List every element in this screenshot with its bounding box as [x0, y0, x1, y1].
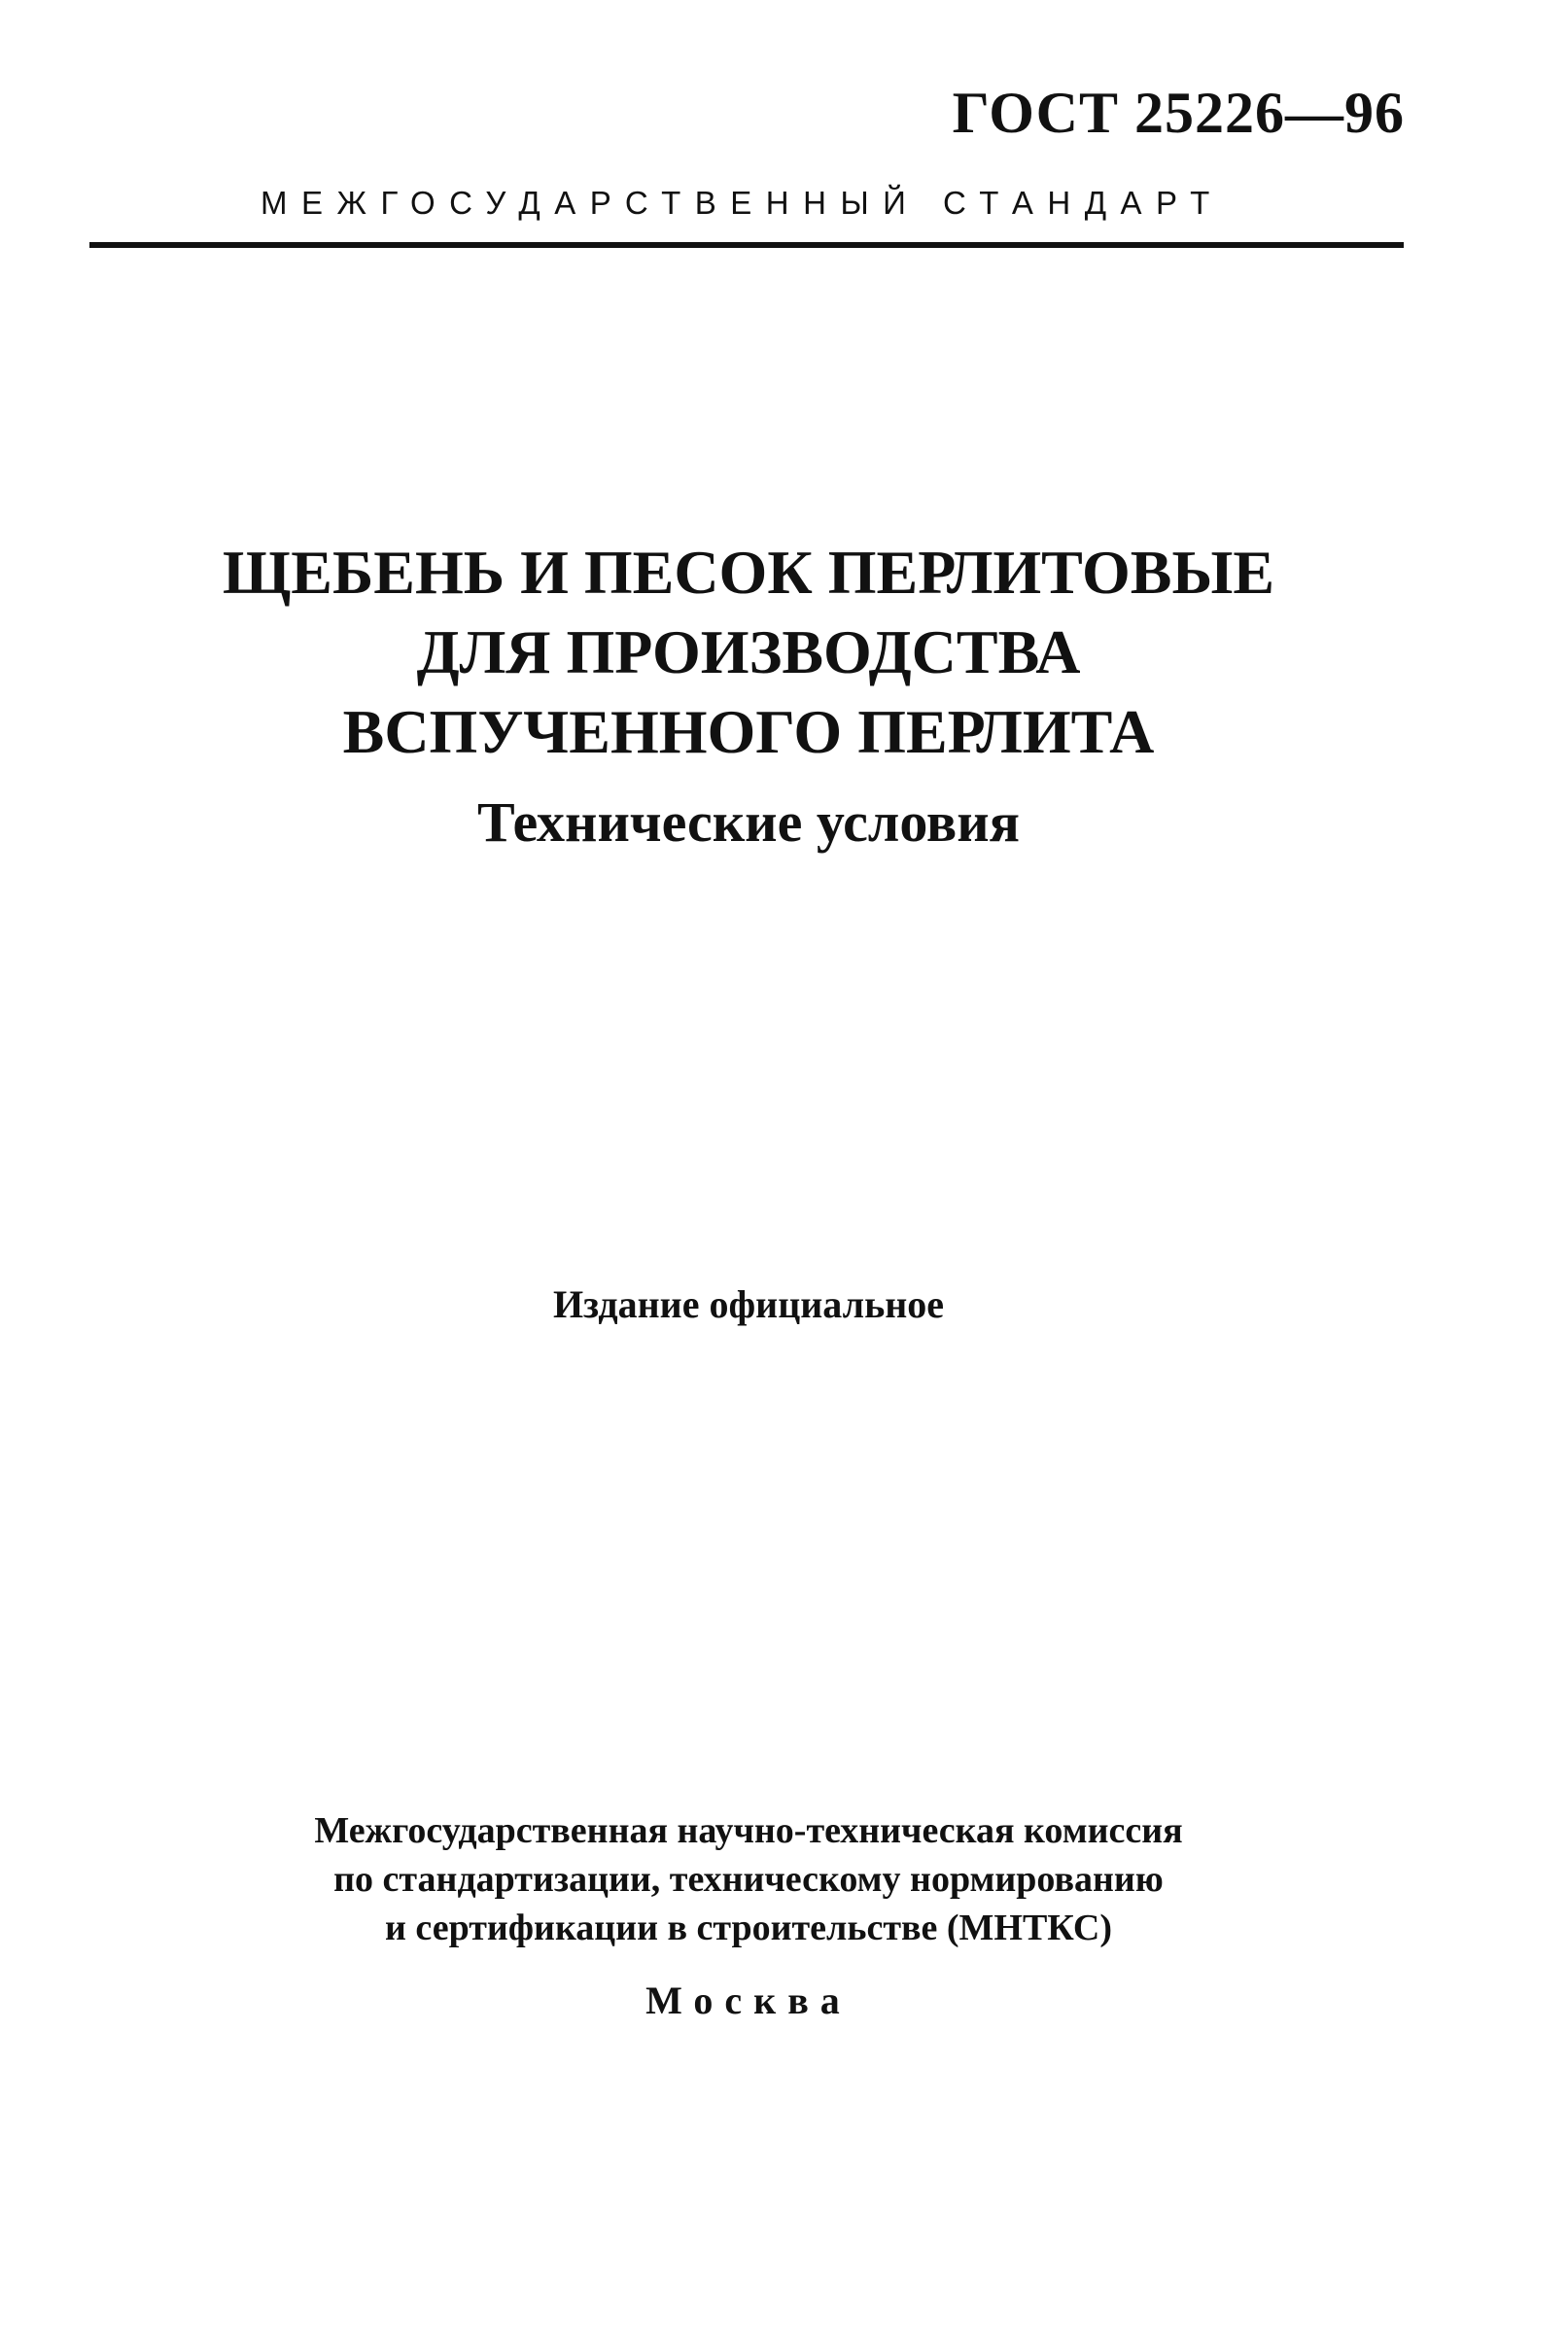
standard-number: ГОСТ 25226—96 [952, 81, 1405, 145]
title-line-2: ДЛЯ ПРОИЗВОДСТВА [416, 617, 1081, 686]
title-line-1: ЩЕБЕНЬ И ПЕСОК ПЕРЛИТОВЫЕ [223, 538, 1274, 607]
publisher-line-1: Межгосударственная научно-техническая комиссия [314, 1810, 1183, 1851]
publication-city: Москва [645, 1978, 852, 2022]
header-divider [89, 242, 1404, 248]
publisher-line-2: по стандартизации, техническому нормированию [333, 1859, 1164, 1900]
title-line-3: ВСПУЧЕННОГО ПЕРЛИТА [342, 697, 1155, 766]
document-subtitle: Технические условия [476, 790, 1021, 854]
publisher-block [0, 1806, 1497, 1952]
document-title [0, 533, 1497, 772]
edition-label: Издание официальное [552, 1282, 945, 1326]
publisher-line-3: и сертификации в строительстве (МНТКС) [384, 1908, 1112, 1948]
standard-type-label: МЕЖГОСУДАРСТВЕННЫЙ СТАНДАРТ [261, 185, 1224, 221]
